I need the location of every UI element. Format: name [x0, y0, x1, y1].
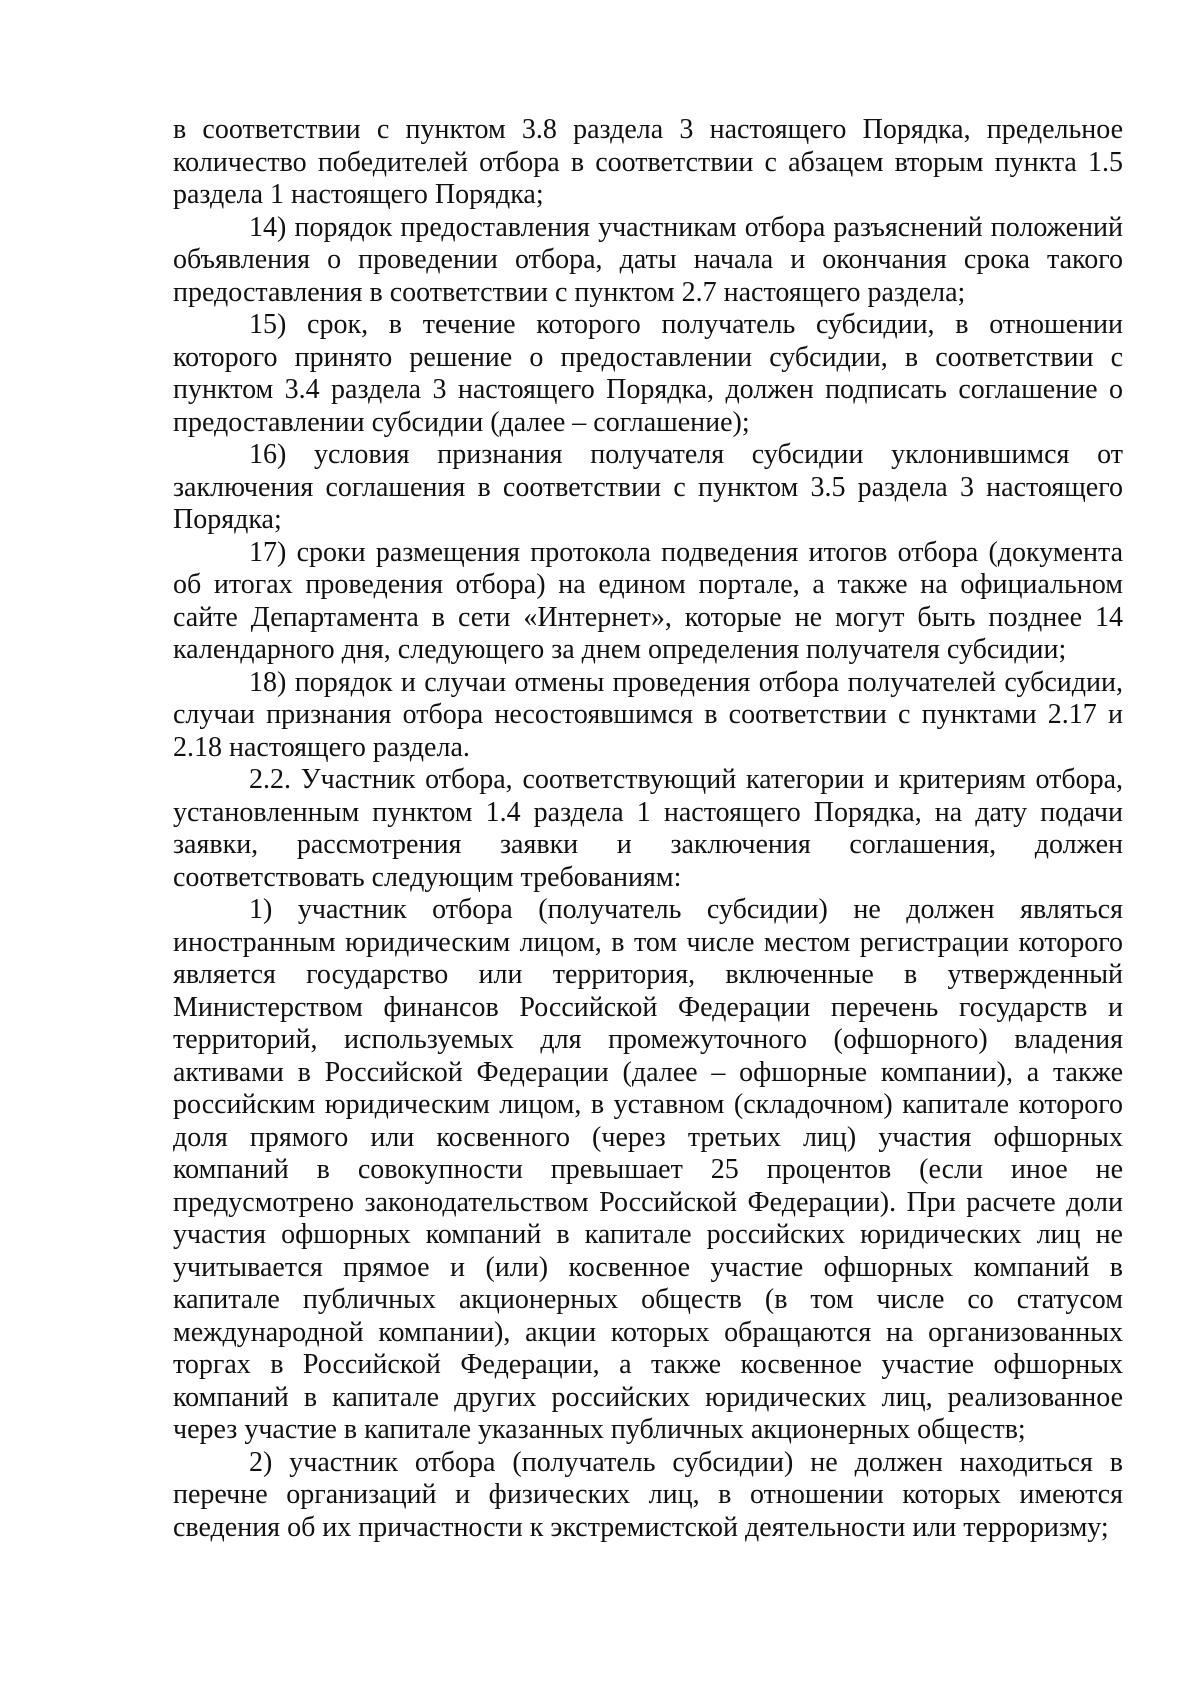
paragraph-requirement-1: 1) участник отбора (получатель субсидии) не должен являться иностранным юридическим лицом, в том числе местом регистрации которого является государство или территория, включенные в утвержденный Министерством финансов Российской Федерации перечень государств и территорий, используемых для промежуточного (офшорного) владения активами в Российской Федерации (далее – офшорные компании), а также российским юридическим лицом, в уставном (складочном) капитале которого доля прямого или косвенного (через третьих лиц) участия офшорных компаний в совокупности превышает 25 процентов (если иное не предусмотрено законодательством Российской Федерации). При расчете доли участия офшорных компаний в капитале российских юридических лиц не учитывается прямое и (или) косвенное участие офшорных компаний в капитале публичных акционерных обществ (в том числе со статусом международной компании), акции которых обращаются на организованных торгах в Российской Федерации, а также косвенное участие офшорных компаний в капитале других российских юридических лиц, реализованное через участие в капитале указанных публичных акционерных обществ; [173, 894, 1123, 1445]
paragraph-item-18: 18) порядок и случаи отмены проведения отбора получателей субсидии, случаи признания отбора несостоявшимся в соответствии с пунктами 2.17 и 2.18 настоящего раздела. [173, 666, 1123, 763]
paragraph-item-17: 17) сроки размещения протокола подведения итогов отбора (документа об итогах проведения отбора) на едином портале, а также на официальном сайте Департамента в сети «Интернет», которые не могут быть позднее 14 календарного дня, следующего за днем определения получателя субсидии; [173, 536, 1123, 665]
paragraph-requirement-2: 2) участник отбора (получатель субсидии) не должен находиться в перечне организаций и физических лиц, в отношении которых имеются сведения об их причастности к экстремистской деятельности или терроризму; [173, 1446, 1123, 1543]
paragraph-continuation: в соответствии с пунктом 3.8 раздела 3 настоящего Порядка, предельное количество победителей отбора в соответствии с абзацем вторым пункта 1.5 раздела 1 настоящего Порядка; [173, 114, 1123, 210]
document-page [173, 114, 1123, 1544]
paragraph-item-15: 15) срок, в течение которого получатель субсидии, в отношении которого принято решение о предоставлении субсидии, в соответствии с пунктом 3.4 раздела 3 настоящего Порядка, должен подписать соглашение о предоставлении субсидии (далее – соглашение); [173, 309, 1123, 438]
paragraph-item-16: 16) условия признания получателя субсидии уклонившимся от заключения соглашения в соответствии с пунктом 3.5 раздела 3 настоящего Порядка; [173, 439, 1123, 535]
paragraph-section-2-2: 2.2. Участник отбора, соответствующий категории и критериям отбора, установленным пунктом 1.4 раздела 1 настоящего Порядка, на дату подачи заявки, рассмотрения заявки и заключения соглашения, должен соответствовать следующим требованиям: [173, 764, 1123, 893]
paragraph-item-14: 14) порядок предоставления участникам отбора разъяснений положений объявления о проведении отбора, даты начала и окончания срока такого предоставления в соответствии с пунктом 2.7 настоящего раздела; [173, 211, 1123, 308]
